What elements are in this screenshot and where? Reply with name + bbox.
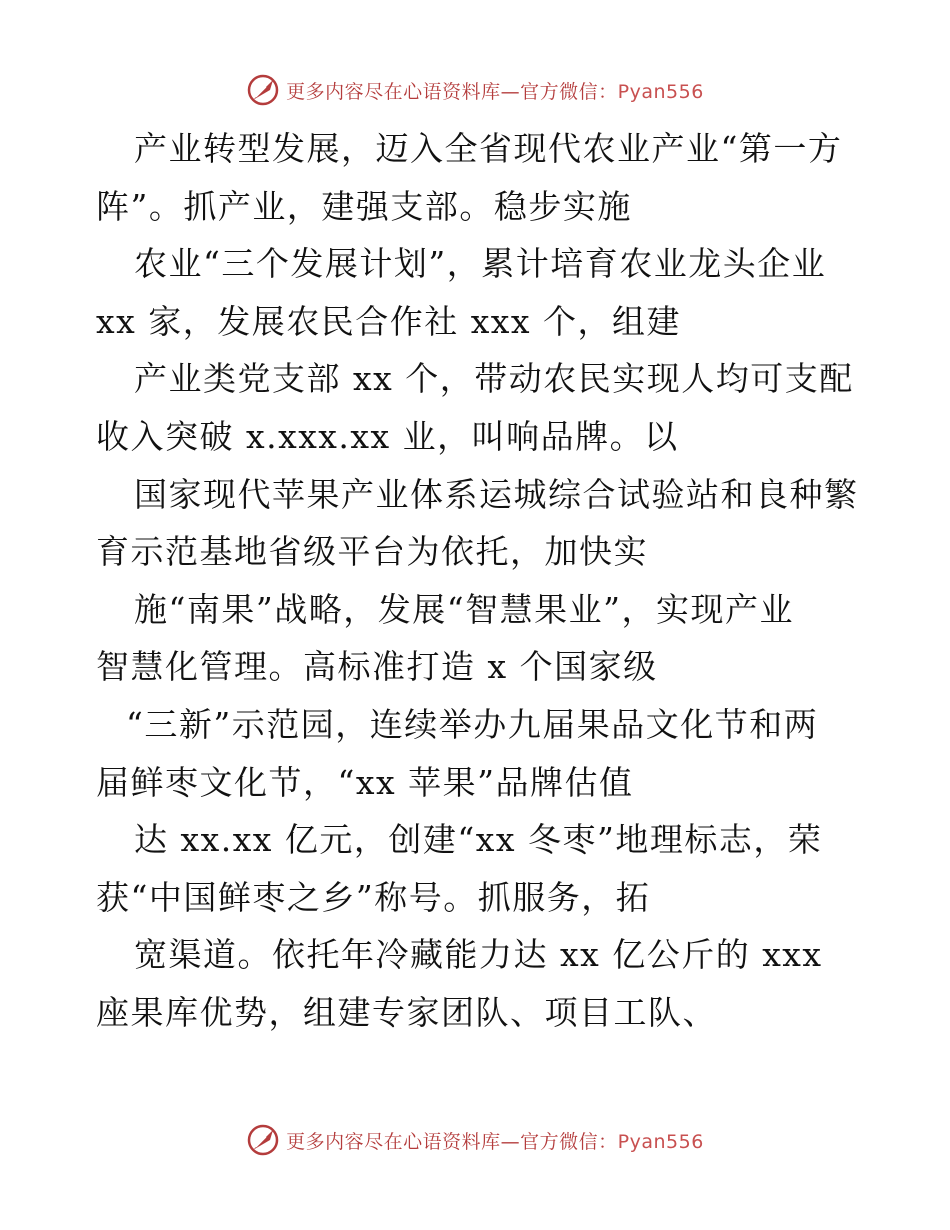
text-line: 收入突破 x.xxx.xx 业，叫响品牌。以 <box>96 416 679 456</box>
text-line: 智慧化管理。高标准打造 x 个国家级 <box>96 647 658 687</box>
document-body <box>96 120 859 1042</box>
text-line: 获“中国鲜枣之乡”称号。抓服务，拓 <box>96 877 651 917</box>
text-line: 阵”。抓产业，建强支部。稳步实施 <box>96 186 632 226</box>
watermark-text: 更多内容尽在心语资料库—官方微信：Pyan556 <box>286 1130 704 1153</box>
text-line: xx 家，发展农民合作社 xxx 个，组建 <box>96 301 682 341</box>
text-line: 育示范基地省级平台为依托，加快实 <box>96 532 648 572</box>
footer-watermark <box>0 1120 950 1160</box>
text-line: 农业“三个发展计划”，累计培育农业龙头企业 <box>134 244 827 284</box>
text-line: 产业类党支部 xx 个，带动农民实现人均可支配 <box>134 359 854 399</box>
text-line: 宽渠道。依托年冷藏能力达 xx 亿公斤的 xxx <box>134 935 823 975</box>
watermark-id: Pyan556 <box>617 80 704 103</box>
watermark-text: 更多内容尽在心语资料库—官方微信：Pyan556 <box>286 80 704 103</box>
text-line: 产业转型发展，迈入全省现代农业产业“第一方 <box>134 129 843 168</box>
quill-logo-icon <box>246 73 280 107</box>
text-line: 施“南果”战略，发展“智慧果业”，实现产业 <box>134 589 794 629</box>
header-watermark <box>0 70 950 110</box>
text-line: 国家现代苹果产业体系运城综合试验站和良种繁 <box>134 474 859 514</box>
text-line: “三新”示范园，连续举办九届果品文化节和两 <box>126 704 819 744</box>
text-line: 座果库优势，组建专家团队、项目工队、 <box>96 992 717 1032</box>
text-line: 届鲜枣文化节，“xx 苹果”品牌估值 <box>96 762 634 802</box>
text-line: 达 xx.xx 亿元，创建“xx 冬枣”地理标志，荣 <box>134 820 823 860</box>
watermark-id: Pyan556 <box>617 1130 704 1153</box>
quill-logo-icon <box>246 1123 280 1157</box>
